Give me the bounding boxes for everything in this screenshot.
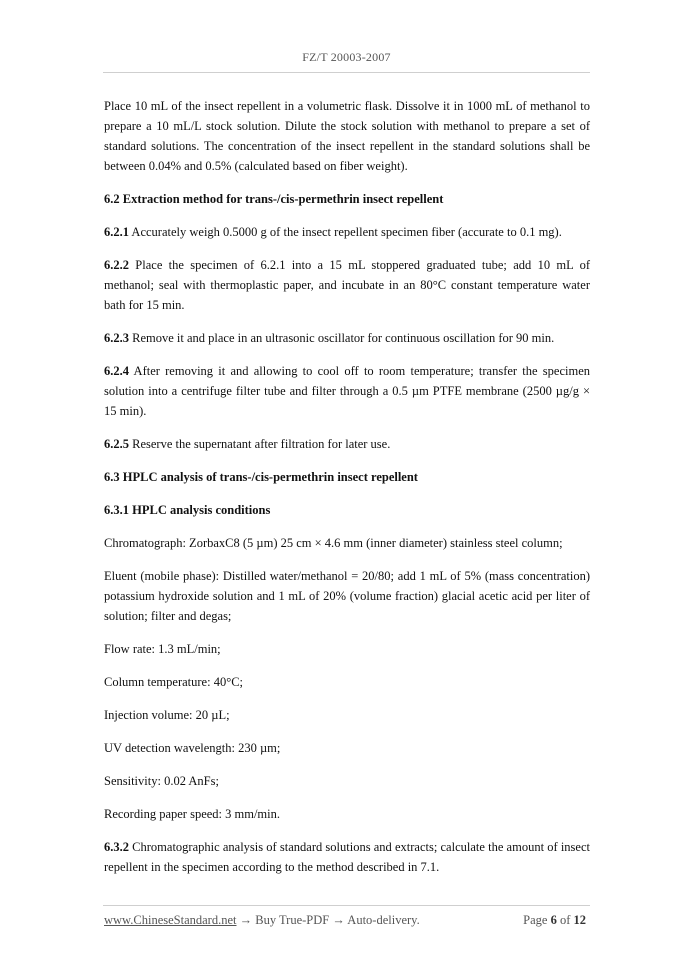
condition-flow-rate (104, 639, 590, 659)
clause-number: 6.2.4 (104, 364, 129, 378)
condition-text: UV detection wavelength: 230 µm; (104, 741, 281, 755)
site-link[interactable]: www.ChineseStandard.net (104, 913, 237, 927)
of-word: of (556, 913, 574, 927)
condition-text: Injection volume: 20 µL; (104, 708, 230, 722)
clause-text: Place the specimen of 6.2.1 into a 15 mL stoppered graduated tube; add 10 mL of methanol; seal with thermoplastic paper, and incubate in an 80°C constant temperature water bath for 15 min. (104, 258, 590, 312)
clause-text: After removing it and allowing to cool off to room temperature; transfer the specimen solution into a centrifuge filter tube and filter through a 0.5 µm PTFE membrane (2500 µg/g × 15 min). (104, 364, 590, 418)
condition-sensitivity (104, 771, 590, 791)
page-total: 12 (573, 913, 586, 927)
clause-6-2-1 (104, 222, 590, 242)
paragraph-text: Place 10 mL of the insect repellent in a volumetric flask. Dissolve it in 1000 mL of methanol to prepare a 10 mL/L stock solution. Dilute the stock solution with methanol to prepare a set of standard solutions. The concentration of the insect repellent in the standard solutions shall be between 0.04% and 0.5% (calculated based on fiber weight). (104, 99, 590, 173)
condition-text: Eluent (mobile phase): Distilled water/methanol = 20/80; add 1 mL of 5% (mass concentration) potassium hydroxide solution and 1 mL of 20% (volume fraction) glacial acetic acid per liter of solution; filter and degas; (104, 569, 590, 623)
page-current: 6 (550, 913, 557, 927)
clause-6-2-5 (104, 434, 590, 454)
clause-6-2-4 (104, 361, 590, 421)
condition-paper-speed (104, 804, 590, 824)
clause-6-2-2 (104, 255, 590, 315)
page-number (523, 913, 586, 928)
section-heading-6-3 (104, 467, 590, 487)
clause-number: 6.2.5 (104, 437, 129, 451)
page-word: Page (523, 913, 551, 927)
clause-number: 6.3.2 (104, 840, 129, 854)
clause-text: Accurately weigh 0.5000 g of the insect repellent specimen fiber (accurate to 0.1 mg). (129, 225, 562, 239)
condition-text: Flow rate: 1.3 mL/min; (104, 642, 221, 656)
section-heading-6-3-1 (104, 500, 590, 520)
condition-uv-wavelength (104, 738, 590, 758)
paragraph-standard-solutions (104, 96, 590, 176)
condition-text: Column temperature: 40°C; (104, 675, 244, 689)
clause-text: Reserve the supernatant after filtration for later use. (129, 437, 391, 451)
condition-text: Recording paper speed: 3 mm/min. (104, 807, 281, 821)
condition-column-temperature (104, 672, 590, 692)
page-header: FZ/T 20003-2007 (302, 50, 391, 64)
clause-text: Chromatographic analysis of standard solutions and extracts; calculate the amount of insect repellent in the specimen according to the method described in 7.1. (104, 840, 590, 874)
header-divider (103, 72, 590, 73)
clause-number: 6.2.3 (104, 331, 129, 345)
footer-promo (104, 913, 420, 928)
condition-text: Chromatograph: ZorbaxC8 (5 µm) 25 cm × 4.6 mm (inner diameter) stainless steel column; (104, 536, 563, 550)
clause-number: 6.2.2 (104, 258, 129, 272)
heading-text: 6.3.1 HPLC analysis conditions (104, 503, 271, 517)
footer-divider (103, 905, 590, 906)
section-heading-6-2 (104, 189, 590, 209)
condition-chromatograph (104, 533, 590, 553)
clause-text: Remove it and place in an ultrasonic oscillator for continuous oscillation for 90 min. (129, 331, 555, 345)
heading-text: 6.3 HPLC analysis of trans-/cis-permethrin insect repellent (104, 470, 418, 484)
promo-text: → Buy True-PDF → Auto-delivery. (236, 913, 420, 927)
heading-text: 6.2 Extraction method for trans-/cis-permethrin insect repellent (104, 192, 444, 206)
document-body (104, 96, 590, 890)
condition-eluent (104, 566, 590, 626)
clause-6-2-3 (104, 328, 590, 348)
condition-injection-volume (104, 705, 590, 725)
condition-text: Sensitivity: 0.02 AnFs; (104, 774, 219, 788)
clause-6-3-2 (104, 837, 590, 877)
clause-number: 6.2.1 (104, 225, 129, 239)
